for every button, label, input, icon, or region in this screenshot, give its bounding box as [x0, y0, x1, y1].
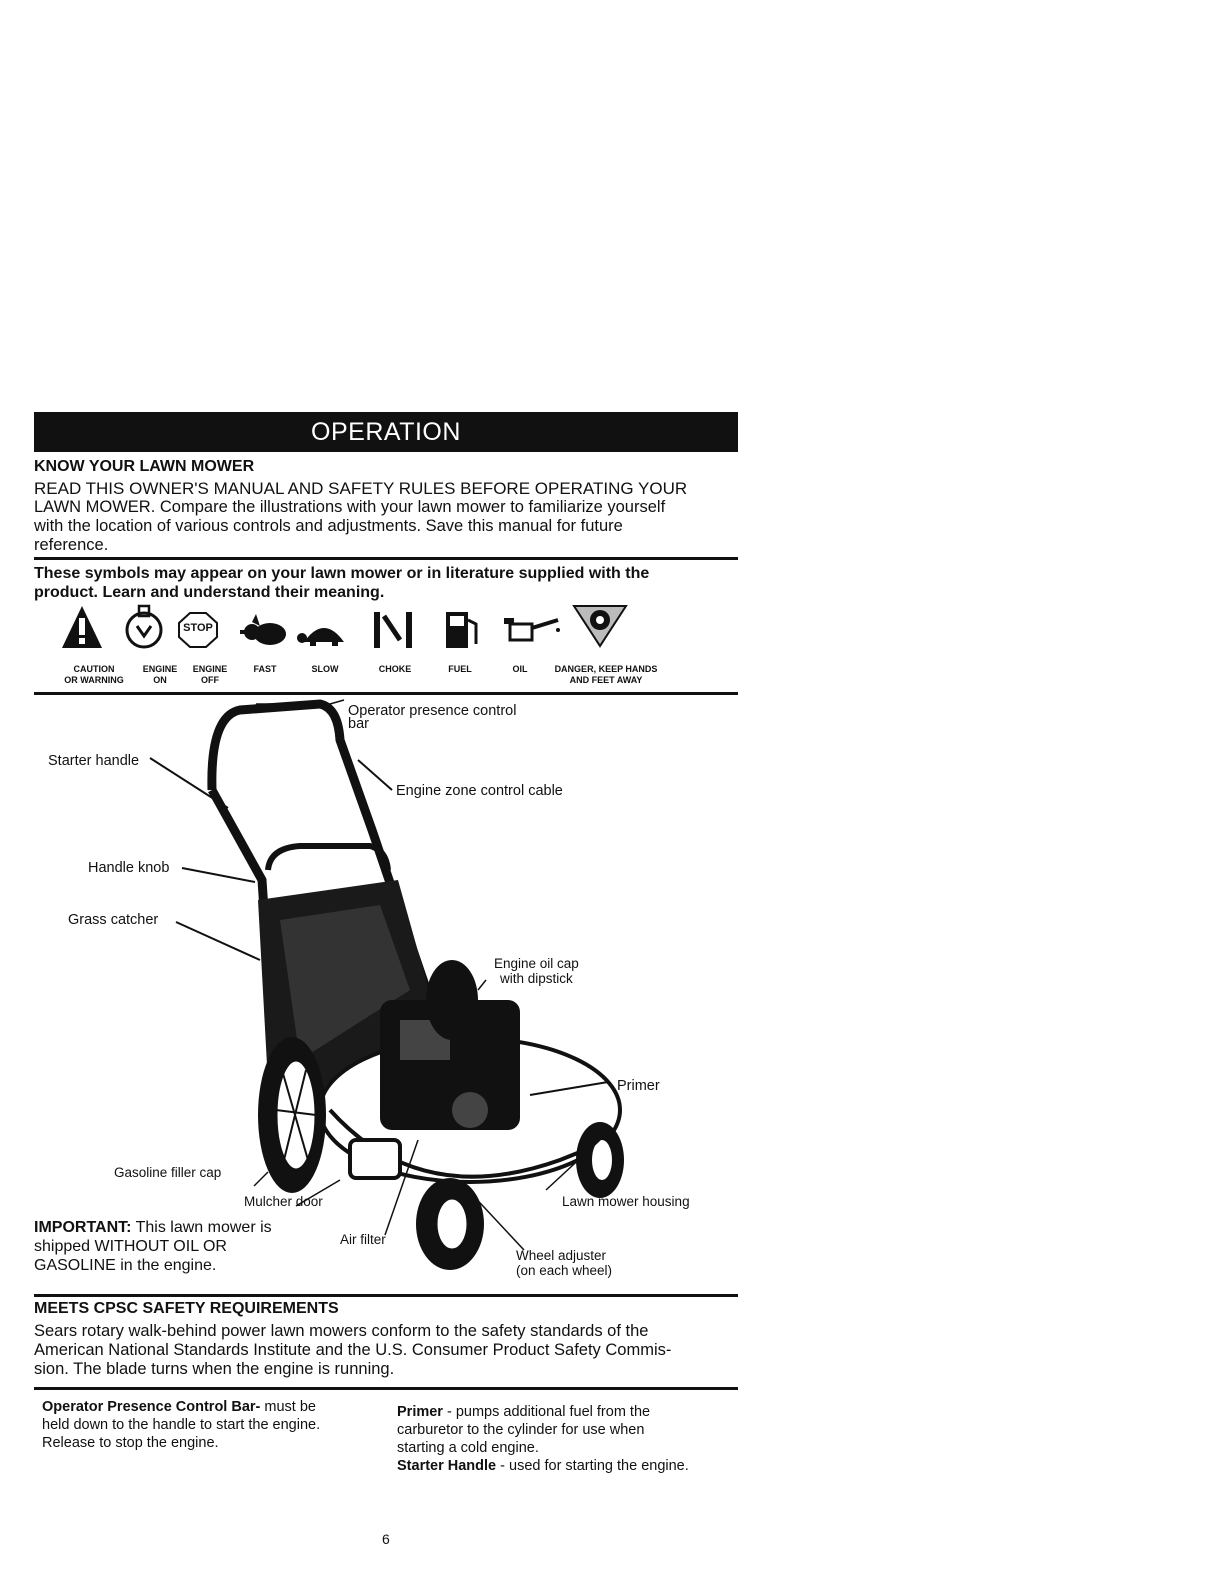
symbols-intro-line: product. Learn and understand their meaning. [34, 584, 385, 601]
stop-text: STOP [183, 622, 213, 634]
divider [34, 1294, 738, 1297]
def-line [397, 1403, 737, 1421]
label-gas-cap: Gasoline filler cap [114, 1165, 222, 1180]
label-mulcher-door: Mulcher door [244, 1194, 323, 1209]
def-starter [397, 1457, 737, 1475]
know-line: LAWN MOWER. Compare the illustrations with your lawn mower to familiarize yourself [34, 498, 666, 516]
label-line: bar [348, 716, 369, 732]
label-line: Engine oil cap [494, 956, 579, 971]
label-line: (on each wheel) [516, 1263, 613, 1278]
def-line: Release to stop the engine. [42, 1435, 219, 1451]
def-line: carburetor to the cylinder for use when [397, 1422, 645, 1438]
important-line [34, 1218, 272, 1237]
def-text: - pumps additional fuel from the [442, 1404, 651, 1420]
label-wheel-adjuster [516, 1248, 612, 1278]
danger-label: DANGER, KEEP HANDS AND FEET AWAY [554, 664, 658, 685]
def-primer [397, 1403, 737, 1475]
page-number: 6 [382, 1531, 390, 1547]
engine-off-label: ENGINE OFF [192, 664, 228, 685]
fuel-label: FUEL [448, 664, 472, 674]
know-line: reference. [34, 536, 109, 554]
choke-label: CHOKE [378, 664, 412, 674]
section-banner: OPERATION [34, 412, 738, 452]
label-handle-knob: Handle knob [88, 860, 170, 876]
label-oil-cap [494, 956, 579, 986]
def-term: Primer [397, 1404, 443, 1420]
def-line: starting a cold engine. [397, 1440, 539, 1456]
label-line: Wheel adjuster [516, 1248, 607, 1263]
label-air-filter: Air filter [340, 1232, 386, 1247]
label-primer: Primer [617, 1078, 660, 1094]
label-operator-bar [348, 703, 516, 732]
def-text: - used for starting the engine. [496, 1458, 689, 1474]
important-label: IMPORTANT: [34, 1219, 132, 1236]
oil-label: OIL [512, 664, 528, 674]
know-line: READ THIS OWNER'S MANUAL AND SAFETY RULES BEFORE OPERATING YOUR [34, 479, 688, 498]
def-line [42, 1398, 382, 1416]
fast-label: FAST [253, 664, 277, 674]
cpsc-line: Sears rotary walk-behind power lawn mowers conform to the safety standards of the [34, 1322, 649, 1340]
cpsc-heading: MEETS CPSC SAFETY REQUIREMENTS [34, 1300, 339, 1317]
def-text: must be [260, 1399, 316, 1415]
know-line: with the location of various controls and adjustments. Save this manual for future [34, 517, 623, 535]
symbols-intro-line: These symbols may appear on your lawn mower or in literature supplied with the [34, 565, 650, 582]
cpsc-line: American National Standards Institute and the U.S. Consumer Product Safety Commis- [34, 1341, 672, 1359]
def-term: Operator Presence Control Bar- [42, 1399, 261, 1415]
def-term: Starter Handle [397, 1458, 497, 1474]
def-operator-bar [42, 1398, 382, 1452]
engine-on-label: ENGINE ON [142, 664, 178, 685]
label-grass-catcher: Grass catcher [68, 912, 159, 928]
cpsc-line: sion. The blade turns when the engine is running. [34, 1360, 395, 1378]
divider [34, 1387, 738, 1390]
caution-label: CAUTION OR WARNING [64, 664, 124, 685]
cpsc-paragraph [34, 1322, 744, 1379]
label-line: with dipstick [500, 971, 573, 986]
important-line: GASOLINE in the engine. [34, 1257, 217, 1274]
label-housing: Lawn mower housing [562, 1194, 690, 1209]
slow-label: SLOW [311, 664, 339, 674]
label-line: Operator presence control [348, 703, 517, 719]
label-starter-handle: Starter handle [48, 753, 140, 769]
important-note [34, 1218, 272, 1275]
important-text: This lawn mower is [131, 1219, 272, 1236]
important-line: shipped WITHOUT OIL OR [34, 1238, 227, 1255]
def-line: held down to the handle to start the engine. [42, 1417, 321, 1433]
know-heading: KNOW YOUR LAWN MOWER [34, 458, 255, 475]
label-engine-zone-cable: Engine zone control cable [396, 783, 563, 799]
